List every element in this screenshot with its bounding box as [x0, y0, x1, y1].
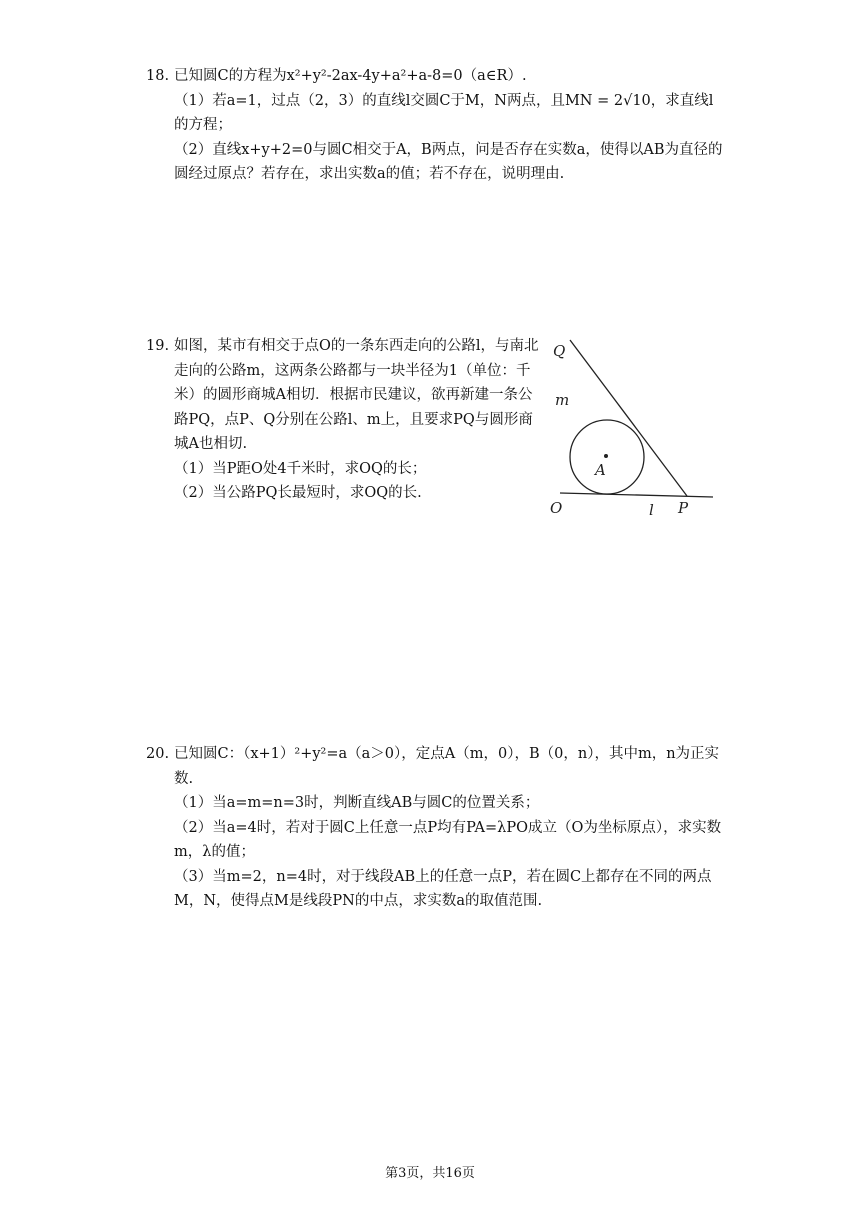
road-l-line	[560, 493, 713, 497]
label-o: O	[550, 499, 563, 517]
label-q: Q	[553, 342, 566, 360]
page-footer: 第3页，共16页	[385, 1166, 475, 1181]
center-a-dot	[604, 454, 608, 458]
question-19	[146, 334, 546, 506]
question-number: 18.	[146, 68, 170, 84]
label-l: l	[649, 501, 654, 519]
question-18	[146, 64, 726, 187]
question-part-2: （2）当公路PQ长最短时，求OQ的长.	[174, 485, 422, 501]
question-part-3: （3）当m=2，n=4时，对于线段AB上的任意一点P，若在圆C上都存在不同的两点M，N，使得点M是线段PN的中点，求实数a的取值范围.	[174, 868, 712, 909]
road-pq-line	[570, 340, 687, 496]
question-part-1: （1）当a=m=n=3时，判断直线AB与圆C的位置关系；	[174, 795, 540, 811]
question-part-1: （1）当P距O处4千米时，求OQ的长；	[174, 460, 427, 477]
question-number: 20.	[146, 746, 170, 762]
question-stem: 已知圆C的方程为x²+y²-2ax-4y+a²+a-8=0（a∈R）.	[174, 68, 527, 84]
question-stem: 如图，某市有相交于点O的一条东西走向的公路l，与南北走向的公路m，这两条公路都与一块半径为1（单位：千米）的圆形商城A相切．根据市民建议，欲再新建一条公路PQ，点P、Q分别在公路l、m上，且要求PQ与圆形商城A也相切.	[174, 338, 539, 452]
question-20	[146, 742, 726, 914]
road-circle-figure	[545, 332, 725, 522]
question-part-2: （2）当a=4时，若对于圆C上任意一点P均有PA=λPO成立（O为坐标原点），求实数m，λ的值；	[174, 819, 722, 860]
question-part-2: （2）直线x+y+2=0与圆C相交于A，B两点，问是否存在实数a，使得以AB为直径的圆经过原点？若存在，求出实数a的值；若不存在，说明理由.	[174, 141, 723, 182]
label-a: A	[595, 461, 606, 479]
label-m: m	[555, 391, 570, 409]
figure-svg	[545, 332, 725, 522]
label-p: P	[678, 499, 689, 517]
question-number: 19.	[146, 338, 170, 354]
question-stem: 已知圆C：（x+1）²+y²=a（a＞0），定点A（m，0），B（0，n），其中m，n为正实数.	[174, 746, 720, 787]
question-part-1: （1）若a=1，过点（2，3）的直线l交圆C于M，N两点，且MN = 2√10，求直线l的方程；	[174, 92, 714, 133]
